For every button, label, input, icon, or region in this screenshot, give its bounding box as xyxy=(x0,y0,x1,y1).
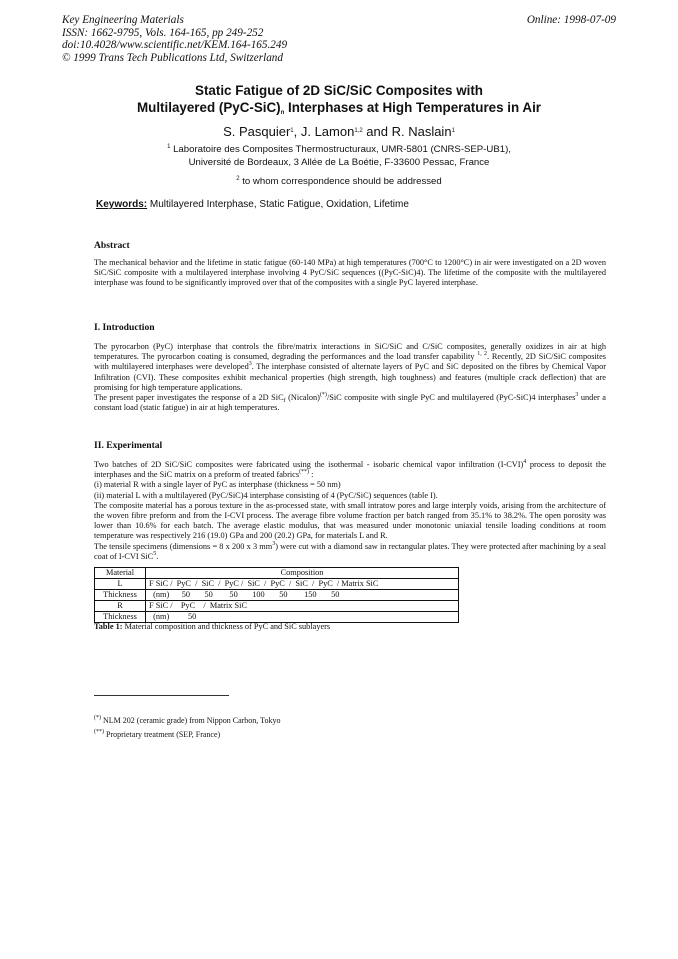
intro-paragraph-1 xyxy=(94,342,606,393)
text-run: (Nicalon) xyxy=(285,393,320,403)
text-run: . The interphase consisted of alternate layers of PyC and SiC deposited on the fibres by Chemical Vapor Infiltration (CVI). These composites exhibit mechanical properties (high strength, high toughness) and features (multiple crack deflection) that are promising for high temperature applications. xyxy=(94,362,606,392)
footnote-2 xyxy=(94,730,220,739)
correspondence-text: to whom correspondence should be addressed xyxy=(239,176,442,187)
title-subscript: n xyxy=(280,110,285,116)
affiliation-line-1 xyxy=(0,144,678,157)
exp-item-1: (i) material R with a single layer of PyC as interphase (thickness = 50 nm) xyxy=(94,480,341,490)
intro-paragraph-2 xyxy=(94,393,606,413)
cell-material: Thickness xyxy=(95,590,146,601)
author-list xyxy=(0,124,678,139)
cell-material: L xyxy=(95,579,146,590)
affiliation-line-2: Université de Bordeaux, 3 Allée de La Boétie, F-33600 Pessac, France xyxy=(188,156,490,168)
table-row xyxy=(95,612,459,623)
title-line-2 xyxy=(0,99,678,116)
author-name: S. Pasquier xyxy=(223,124,291,139)
title-line-1: Static Fatigue of 2D SiC/SiC Composites with xyxy=(195,83,483,98)
footnote-text: NLM 202 (ceramic grade) from Nippon Carbon, Tokyo xyxy=(101,716,281,725)
superscript: 3 xyxy=(272,540,276,547)
paper-title xyxy=(0,82,678,116)
text-run: . xyxy=(156,551,159,561)
reference-mark: 5 xyxy=(153,550,157,557)
cell-composition: (nm) 50 xyxy=(146,612,459,623)
keywords xyxy=(96,199,409,210)
affil-mark: 1 xyxy=(451,128,455,134)
text-run: The tensile specimens (dimensions = 8 x 200 x 3 mm xyxy=(94,541,273,551)
experimental-body xyxy=(94,460,606,562)
composition-table xyxy=(94,567,459,623)
exp-paragraph-2: The composite material has a porous texture in the as-processed state, with small intratow pores and large interply voids, arising from the architecture of the woven fibre preform and from the I-CVI process. The average fibre volume fraction per batch ranged from 35.1% to 38.2%. The open porosity was lower than 10.6% for each batch. The average elastic modulus, that was measured under monotonic uniaxial tensile loading conditions at room temperature was respectively 216 (19.0) GPa and 200 (20.2) GPa, for materials L and R. xyxy=(94,500,606,541)
abstract-body xyxy=(94,258,606,289)
subscript: f xyxy=(283,398,286,405)
text-run: ) were cut with a diamond saw in rectangular plates. They were protected after machining by a seal coat of I-CVI SiC xyxy=(94,541,607,561)
author-name: and R. Naslain xyxy=(362,124,452,139)
footnote-text: Proprietary treatment (SEP, France) xyxy=(104,730,221,739)
exp-item-2: (ii) material L with a multilayered (PyC/SiC)4 interphase consisting of 4 (PyC/SiC) sequences (table I). xyxy=(94,490,438,500)
abstract-heading: Abstract xyxy=(94,240,130,251)
exp-paragraph-3 xyxy=(94,542,606,562)
reference-mark: 1, 2 xyxy=(477,351,487,358)
affil-mark: 1,2 xyxy=(354,128,363,134)
table-row xyxy=(95,579,459,590)
exp-paragraph-1 xyxy=(94,460,606,480)
text-run: The present paper investigates the response of a 2D SiC xyxy=(94,393,284,403)
journal-name: Key Engineering Materials xyxy=(62,14,184,26)
keywords-label: Keywords: xyxy=(96,199,148,210)
text-run: Two batches of 2D SiC/SiC composites were fabricated using the isothermal - isobaric chemical vapor infiltration (I-CVI) xyxy=(94,460,524,469)
cell-material: Thickness xyxy=(95,612,146,623)
footnote-mark: (*) xyxy=(319,392,327,399)
cell-material: R xyxy=(95,601,146,612)
intro-heading: I. Introduction xyxy=(94,322,155,333)
caption-text: Material composition and thickness of PyC and SiC sublayers xyxy=(122,622,331,631)
caption-label: Table 1: xyxy=(94,622,123,631)
journal-header xyxy=(62,14,287,64)
reference-mark: 4 xyxy=(523,459,527,465)
text-run: The pyrocarbon (PyC) interphase that controls the fibre/matrix interactions in SiC/SiC and C/SiC composites, generally oxidizes in air at high temperatures. The pyrocarbon coating is consumed, degrading the performances and the load transfer capability xyxy=(94,342,606,362)
table-caption xyxy=(94,622,330,631)
correspondence-note xyxy=(0,176,678,187)
cell-composition: F SiC / PyC / Matrix SiC xyxy=(146,601,459,612)
doi-line: doi:10.4028/www.scientific.net/KEM.164-165.249 xyxy=(62,39,288,52)
table-row xyxy=(95,590,459,601)
text-run: under a constant load (static fatigue) in air at high temperatures. xyxy=(94,393,606,413)
affil-mark: 1 xyxy=(290,128,294,134)
table-header-row xyxy=(95,568,459,579)
footnote-1 xyxy=(94,716,280,725)
header-material: Material xyxy=(95,568,146,579)
footnote-mark: (*) xyxy=(94,715,101,721)
author-name: , J. Lamon xyxy=(293,124,355,139)
affiliation-text: Laboratoire des Composites Thermostructuraux, UMR-5801 (CNRS-SEP-UB1), xyxy=(170,144,511,155)
reference-mark: 3 xyxy=(575,392,579,399)
affil-mark: 1 xyxy=(167,144,171,150)
affil-mark: 2 xyxy=(236,176,240,182)
footnote-mark: (**) xyxy=(299,469,310,476)
footnote-mark: (**) xyxy=(94,729,104,735)
experimental-heading: II. Experimental xyxy=(94,440,163,451)
copyright-line: © 1999 Trans Tech Publications Ltd, Switzerland xyxy=(62,51,283,64)
header-composition: Composition xyxy=(146,568,459,579)
title-part: Interphases at High Temperatures in Air xyxy=(284,100,541,115)
issn-line: ISSN: 1662-9795, Vols. 164-165, pp 249-252 xyxy=(62,26,264,39)
cell-composition: (nm) 50 50 50 100 50 150 50 xyxy=(146,590,459,601)
text-run: : xyxy=(309,470,314,480)
footnote-divider xyxy=(94,695,229,696)
title-part: Multilayered (PyC-SiC) xyxy=(137,100,281,115)
intro-body xyxy=(94,342,606,413)
keywords-text: Multilayered Interphase, Static Fatigue, Oxidation, Lifetime xyxy=(147,199,409,210)
cell-composition: F SiC / PyC / SiC / PyC / SiC / PyC / SiC / PyC / Matrix SiC xyxy=(146,579,459,590)
reference-mark: 3 xyxy=(248,361,252,368)
abstract-text: The mechanical behavior and the lifetime in static fatigue (60-140 MPa) at high temperatures (700°C to 1200°C) in air were investigated on a 2D woven SiC/SiC composite with a multilayered interphase involving 4 PyC/SiC sequences ((PyC-SiC)4). The lifetime of the composite with the multilayered interphase was found to be significantly improved over that of the composites with a single PyC layered interphase. xyxy=(94,258,606,288)
text-run: . Recently, 2D SiC/SiC composites with multilayered interphases were developed xyxy=(94,352,606,372)
online-date: Online: 1998-07-09 xyxy=(526,14,616,26)
affiliation xyxy=(0,144,678,169)
table-row xyxy=(95,601,459,612)
text-run: /SiC composite with single PyC and multilayered (PyC-SiC)4 interphases xyxy=(326,393,576,403)
text-run: process to deposit the interphases and the SiC matrix on a preform of treated fabrics xyxy=(94,460,606,480)
